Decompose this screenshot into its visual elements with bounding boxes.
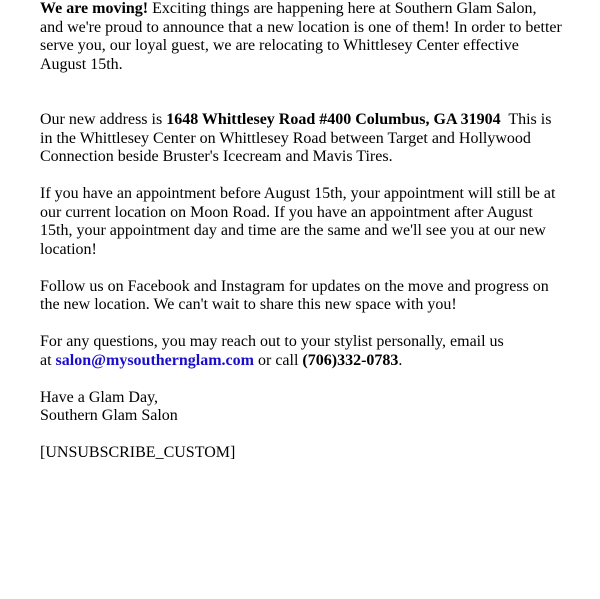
- signoff-greeting: Have a Glam Day,: [40, 388, 159, 406]
- new-address: 1648 Whittlesey Road #400 Columbus, GA 31904: [166, 111, 501, 128]
- email-body: [40, 0, 562, 463]
- signoff-name: Southern Glam Salon: [40, 407, 178, 424]
- address-prefix: Our new address is: [40, 111, 167, 128]
- phone-number: (706)332-0783: [302, 351, 399, 369]
- intro-paragraph: [40, 0, 562, 74]
- appointments-paragraph: If you have an appointment before August 15th, your appointment will still be at our current location on Moon Road. If you have an appointment after August 15th, your appointment day and time are the same and we'll see you at our new location!: [40, 185, 556, 258]
- follow-paragraph: Follow us on Facebook and Instagram for updates on the move and progress on the new location. We can't wait to share this new space with you!: [40, 277, 549, 313]
- unsubscribe-placeholder[interactable]: [UNSUBSCRIBE_CUSTOM]: [40, 444, 236, 461]
- address-description: This is in the Whittlesey Center on Whittlesey Road between Target and Hollywood Connection beside Bruster's Icecream and Mavis Tires.: [40, 111, 552, 165]
- address-paragraph: [40, 111, 562, 167]
- signoff-paragraph: [40, 389, 562, 426]
- email-link[interactable]: salon@mysouthernglam.com: [55, 351, 254, 369]
- questions-line: For any questions, you may reach out to your stylist personally, email us: [40, 333, 504, 350]
- intro-text: Exciting things are happening here at Southern Glam Salon, and we're proud to announce that a new location is one of them! In order to better serve you, our loyal guest, we are relocating to Whittlesey Center effective August 15th.: [40, 0, 562, 73]
- questions-end: .: [398, 351, 403, 369]
- questions-at: at: [40, 351, 56, 369]
- questions-paragraph: [40, 333, 562, 370]
- moving-headline: We are moving!: [40, 0, 149, 17]
- call-text: or call: [253, 351, 303, 369]
